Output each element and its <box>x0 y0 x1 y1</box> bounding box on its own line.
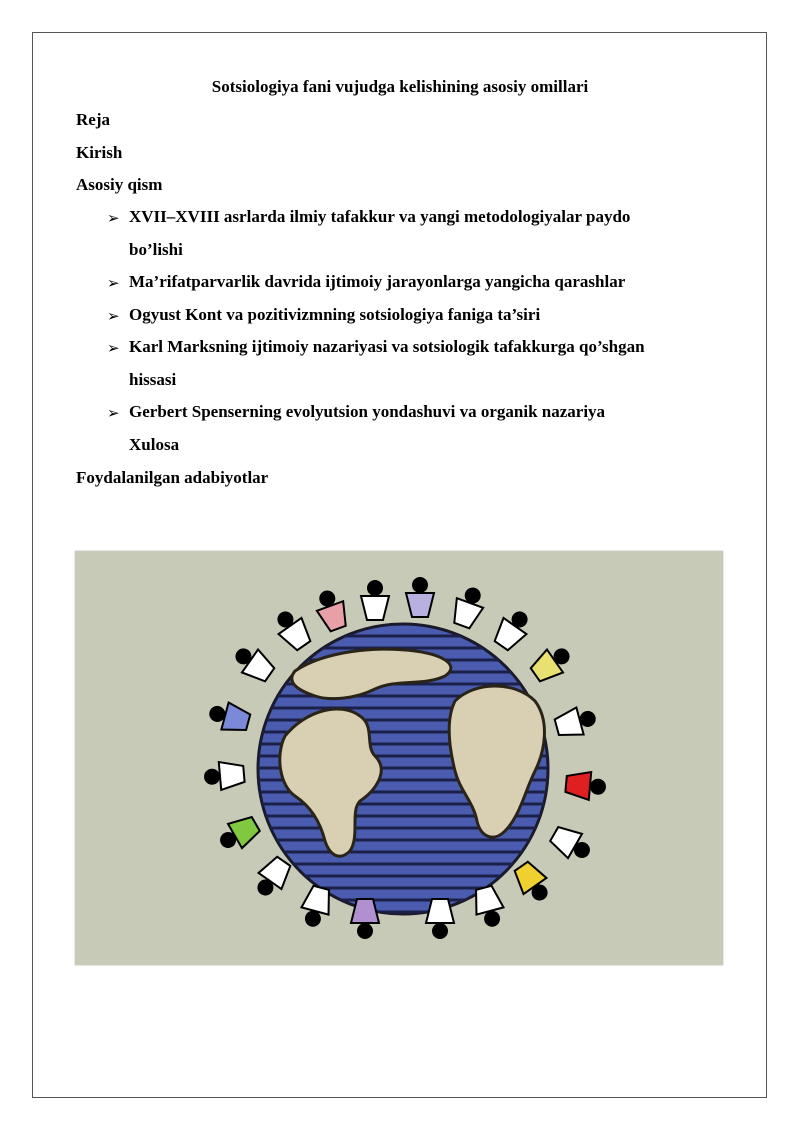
globe-people-illustration <box>75 551 723 965</box>
main-part-heading: Asosiy qism <box>76 175 163 194</box>
intro-heading: Kirish <box>76 143 123 162</box>
page-title: Sotsiologiya fani vujudga kelishining asosiy omillari <box>211 77 589 96</box>
conclusion-heading: Xulosa <box>129 435 180 454</box>
list-item-4-line1: Karl Marksning ijtimoiy nazariyasi va sotsiologik tafakkurga qo’shgan <box>129 337 645 356</box>
list-item-2: Ma’rifatparvarlik davrida ijtimoiy jarayonlarga yangicha qarashlar <box>129 272 626 291</box>
globe-people-icon <box>75 551 723 965</box>
bullet-arrow-icon: ➢ <box>107 276 120 292</box>
list-item-3: Ogyust Kont va pozitivizmning sotsiologiya faniga ta’siri <box>129 305 541 324</box>
bullet-arrow-icon: ➢ <box>107 309 120 325</box>
list-item-1-line2: bo’lishi <box>129 240 183 259</box>
list-item-5-line1: Gerbert Spenserning evolyutsion yondashuvi va organik nazariya <box>129 402 606 421</box>
list-item-4-line2: hissasi <box>129 370 177 389</box>
bullet-arrow-icon: ➢ <box>107 211 120 227</box>
plan-heading: Reja <box>76 110 110 129</box>
references-heading: Foydalanilgan adabiyotlar <box>76 468 269 487</box>
bullet-arrow-icon: ➢ <box>107 341 120 357</box>
list-item-1-line1: XVII–XVIII asrlarda ilmiy tafakkur va yangi metodologiyalar paydo <box>129 207 631 226</box>
bullet-arrow-icon: ➢ <box>107 406 120 422</box>
